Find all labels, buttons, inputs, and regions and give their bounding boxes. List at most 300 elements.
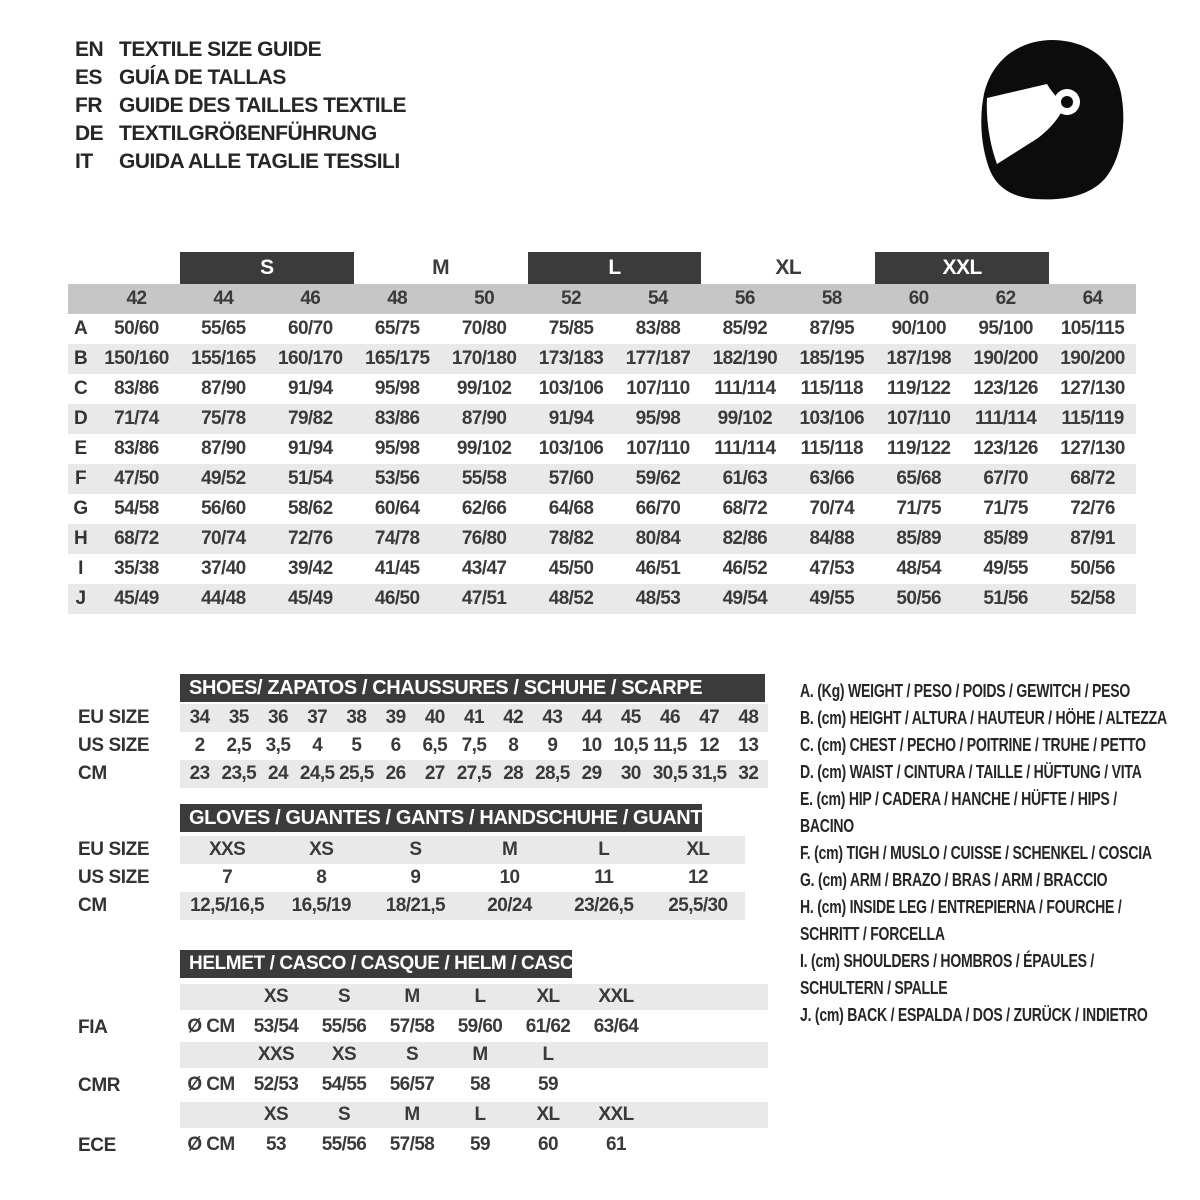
shoes-value: 36: [268, 707, 288, 728]
measure-value: 87/90: [201, 438, 246, 459]
gloves-value: L: [598, 839, 610, 860]
shoes-value: 25,5: [339, 763, 374, 784]
measure-row: [68, 554, 1136, 584]
shoes-value: 4: [312, 735, 323, 756]
helmet-cmr-values-row: [180, 1070, 768, 1100]
measure-value: 48/52: [548, 588, 594, 609]
legend-item: A. (Kg) WEIGHT / PESO / POIDS / GEWITCH / PESO: [800, 681, 1131, 701]
measure-row: [68, 374, 1136, 404]
measure-value: 63/66: [809, 468, 855, 489]
shoes-value: 24,5: [299, 763, 335, 784]
language-row: [75, 148, 406, 176]
shoes-row-label: CM: [78, 763, 107, 784]
legend-item: D. (cm) WAIST / CINTURA / TAILLE / HÜFTUNG / VITA: [800, 762, 1142, 782]
measurement-legend: [800, 678, 1173, 1029]
helmet-size-label: XXL: [598, 986, 634, 1007]
language-code: ES: [75, 66, 103, 89]
helmet-ece-sizes-row: [180, 1102, 768, 1128]
measure-value: 50/56: [896, 588, 941, 609]
shoes-value: 28,5: [535, 763, 570, 784]
measure-value: 43/47: [461, 558, 507, 579]
measure-value: 39/42: [288, 558, 333, 579]
measure-value: 46/51: [635, 558, 681, 579]
shoes-value: 28: [503, 763, 524, 784]
row-letter: D: [73, 408, 88, 429]
measure-value: 68/72: [114, 528, 159, 549]
helmet-size-label: L: [542, 1044, 554, 1065]
shoes-value: 39: [385, 707, 406, 728]
measure-value: 59/62: [635, 468, 681, 489]
helmet-size-label: S: [405, 1044, 419, 1065]
measure-row: [68, 464, 1136, 494]
measure-value: 173/183: [538, 348, 604, 369]
shoes-value: 10: [581, 735, 602, 756]
gloves-value: S: [409, 839, 422, 860]
shoes-value: 2: [194, 735, 205, 756]
size-group-label: M: [432, 256, 450, 279]
measure-value: 55/65: [201, 318, 246, 339]
measure-row: [68, 494, 1136, 524]
measure-row: [68, 314, 1136, 344]
shoes-value: 31,5: [691, 763, 727, 784]
size-number: 52: [561, 288, 581, 309]
shoes-value: 2,5: [226, 735, 252, 756]
language-code: DE: [75, 122, 104, 145]
helmet-size-label: XS: [263, 1104, 289, 1125]
gloves-value: 12,5/16,5: [190, 895, 264, 916]
measure-value: 150/160: [104, 348, 169, 369]
size-number: 54: [647, 288, 668, 309]
shoes-value: 27: [424, 763, 445, 784]
measure-value: 70/74: [201, 528, 246, 549]
shoes-us-size-row: [180, 732, 768, 760]
shoes-value: 37: [307, 707, 328, 728]
measure-value: 54/58: [114, 498, 159, 519]
measure-value: 76/80: [461, 528, 507, 549]
gloves-value: XS: [309, 839, 334, 860]
measure-value: 190/200: [973, 348, 1038, 369]
shoes-value: 30,5: [652, 763, 688, 784]
helmet-value: 61: [606, 1134, 626, 1155]
gloves-value: 20/24: [487, 895, 532, 916]
measure-value: 66/70: [635, 498, 681, 519]
measure-value: 165/175: [364, 348, 430, 369]
helmet-value: 60: [538, 1134, 558, 1155]
row-letter: I: [78, 558, 83, 579]
gloves-us-size-row: [180, 864, 745, 892]
measure-value: 87/90: [201, 378, 246, 399]
size-number-row: [68, 284, 1136, 314]
helmet-size-label: M: [404, 986, 420, 1007]
legend-item: G. (cm) ARM / BRAZO / BRAS / ARM / BRACCIO: [800, 870, 1108, 890]
shoes-value: 13: [738, 735, 759, 756]
measure-value: 52/58: [1070, 588, 1115, 609]
unit-spacer: [180, 984, 242, 1010]
measure-value: 170/180: [451, 348, 517, 369]
measure-value: 60/64: [374, 498, 420, 519]
measure-value: 87/95: [809, 318, 855, 339]
measure-value: 60/70: [288, 318, 333, 339]
size-number: 50: [474, 288, 495, 309]
measure-value: 82/86: [722, 528, 768, 549]
measure-value: 95/98: [374, 438, 420, 459]
shoes-value: 46: [660, 707, 680, 728]
language-list: [75, 36, 406, 176]
shoes-value: 44: [581, 707, 602, 728]
row-letter: A: [73, 318, 88, 339]
measure-value: 115/118: [800, 378, 863, 399]
row-letter: G: [73, 498, 88, 519]
measure-value: 83/88: [635, 318, 681, 339]
shoes-value: 27,5: [456, 763, 492, 784]
language-title: GUÍA DE TALLAS: [119, 66, 286, 89]
shoes-value: 9: [547, 735, 558, 756]
shoes-value: 7,5: [461, 735, 487, 756]
measure-value: 46/52: [722, 558, 768, 579]
gloves-value: 16,5/19: [291, 895, 351, 916]
language-title: TEXTILGRÖßENFÜHRUNG: [119, 122, 377, 145]
measure-value: 155/165: [191, 348, 256, 369]
measure-value: 87/90: [461, 408, 507, 429]
gloves-value: 25,5/30: [668, 895, 728, 916]
measure-value: 127/130: [1060, 438, 1125, 459]
shoes-value: 26: [385, 763, 406, 784]
measure-value: 85/92: [722, 318, 768, 339]
measure-value: 45/50: [548, 558, 594, 579]
helmet-value: 59/60: [457, 1016, 503, 1037]
helmet-standard-label: ECE: [78, 1135, 116, 1156]
unit-spacer: [180, 1042, 242, 1068]
shoes-value: 43: [542, 707, 563, 728]
measure-value: 75/78: [201, 408, 246, 429]
gloves-row-label: US SIZE: [78, 867, 150, 888]
measure-value: 37/40: [201, 558, 246, 579]
measure-value: 71/74: [114, 408, 159, 429]
measure-value: 56/60: [201, 498, 246, 519]
shoes-row-label: US SIZE: [78, 735, 150, 756]
measure-row: [68, 524, 1136, 554]
shoes-value: 30: [620, 763, 641, 784]
measure-value: 45/49: [114, 588, 159, 609]
measure-value: 87/91: [1070, 528, 1115, 549]
size-group-row: [68, 252, 1136, 284]
size-number: 60: [908, 288, 929, 309]
measure-value: 49/54: [722, 588, 768, 609]
gloves-value: 18/21,5: [385, 895, 445, 916]
helmet-value: 58: [470, 1074, 490, 1095]
gloves-row-label: EU SIZE: [78, 839, 150, 860]
unit-spacer: [180, 1102, 242, 1128]
measure-value: 78/82: [548, 528, 594, 549]
measure-value: 75/85: [548, 318, 594, 339]
measure-value: 64/68: [548, 498, 594, 519]
size-number: 64: [1082, 288, 1103, 309]
measure-value: 107/110: [626, 378, 690, 399]
shoes-eu-size-row: [180, 704, 768, 732]
language-row: [75, 64, 406, 92]
measure-value: 47/50: [114, 468, 159, 489]
helmet-value: 53/54: [253, 1016, 299, 1037]
measure-value: 99/102: [456, 378, 512, 399]
row-letter: E: [74, 438, 87, 459]
helmet-size-label: XXL: [598, 1104, 634, 1125]
measure-value: 65/68: [896, 468, 941, 489]
helmet-value: 61/62: [525, 1016, 571, 1037]
helmet-ece-values-row: [180, 1130, 768, 1160]
helmet-size-label: XL: [536, 1104, 560, 1125]
textile-table-body: [68, 314, 1136, 614]
shoes-value: 40: [424, 707, 445, 728]
measure-value: 35/38: [114, 558, 159, 579]
legend-item: C. (cm) CHEST / PECHO / POITRINE / TRUHE / PETTO: [800, 735, 1146, 755]
shoes-value: 32: [738, 763, 759, 784]
measure-value: 91/94: [288, 438, 333, 459]
gloves-value: 12: [687, 867, 708, 888]
shoes-value: 3,5: [265, 735, 291, 756]
helmet-value: 54/55: [321, 1074, 367, 1095]
shoes-section-title: SHOES/ ZAPATOS / CHAUSSURES / SCHUHE / SCARPE: [180, 674, 765, 702]
helmet-size-label: M: [472, 1044, 488, 1065]
measure-row: [68, 404, 1136, 434]
measure-value: 83/86: [374, 408, 420, 429]
diameter-unit-label: Ø CM: [187, 1074, 235, 1095]
measure-value: 71/75: [896, 498, 941, 519]
gloves-cm-row: [180, 892, 745, 920]
size-number: 62: [995, 288, 1016, 309]
helmet-size-label: XL: [536, 986, 560, 1007]
language-code: EN: [75, 38, 104, 61]
measure-value: 111/114: [974, 408, 1037, 429]
gloves-value: 23/26,5: [574, 895, 634, 916]
measure-value: 80/84: [635, 528, 681, 549]
shoes-value: 8: [508, 735, 519, 756]
measure-value: 48/54: [896, 558, 941, 579]
measure-value: 95/100: [978, 318, 1033, 339]
gloves-value: 10: [499, 867, 520, 888]
measure-value: 49/55: [983, 558, 1028, 579]
helmet-standard-label: FIA: [78, 1017, 108, 1038]
diameter-unit-label: Ø CM: [187, 1134, 235, 1155]
measure-value: 55/58: [461, 468, 507, 489]
shoes-cm-row: [180, 760, 768, 788]
measure-value: 70/80: [461, 318, 507, 339]
row-letter: B: [73, 348, 88, 369]
legend-item: H. (cm) INSIDE LEG / ENTREPIERNA / FOURCHE / SCHRITT / FORCELLA: [800, 897, 1122, 944]
gloves-value: M: [501, 839, 518, 860]
measure-value: 107/110: [626, 438, 690, 459]
measure-value: 115/119: [1061, 408, 1124, 429]
gloves-value: 7: [222, 867, 233, 888]
measure-value: 123/126: [973, 378, 1038, 399]
helmet-value: 57/58: [389, 1134, 435, 1155]
measure-value: 85/89: [983, 528, 1028, 549]
measure-value: 71/75: [983, 498, 1028, 519]
measure-value: 67/70: [983, 468, 1028, 489]
helmet-size-label: L: [474, 1104, 486, 1125]
measure-value: 99/102: [717, 408, 773, 429]
legend-item: F. (cm) TIGH / MUSLO / CUISSE / SCHENKEL / COSCIA: [800, 843, 1152, 863]
measure-row: [68, 584, 1136, 614]
helmet-value: 53: [266, 1134, 286, 1155]
measure-value: 99/102: [456, 438, 512, 459]
measure-value: 127/130: [1060, 378, 1125, 399]
helmet-value: 63/64: [593, 1016, 639, 1037]
measure-value: 68/72: [1070, 468, 1115, 489]
measure-value: 53/56: [374, 468, 420, 489]
measure-value: 83/86: [114, 378, 159, 399]
measure-value: 187/198: [886, 348, 951, 369]
corner-cell: [68, 284, 93, 314]
shoes-value: 41: [464, 707, 484, 728]
shoes-value: 34: [189, 707, 210, 728]
size-number: 48: [387, 288, 408, 309]
measure-value: 103/106: [799, 408, 865, 429]
measure-value: 119/122: [886, 378, 951, 399]
shoes-value: 45: [620, 707, 641, 728]
helmet-cmr-sizes-row: [180, 1042, 768, 1068]
racing-helmet-icon: [975, 34, 1135, 209]
helmet-size-label: XS: [331, 1044, 357, 1065]
gloves-value: 8: [316, 867, 327, 888]
helmet-size-label: S: [337, 1104, 351, 1125]
measure-value: 107/110: [886, 408, 951, 429]
shoes-value: 12: [699, 735, 720, 756]
measure-value: 45/49: [288, 588, 333, 609]
language-code: IT: [75, 150, 93, 173]
shoes-value: 42: [503, 707, 524, 728]
measure-value: 58/62: [288, 498, 333, 519]
measure-value: 49/55: [809, 588, 855, 609]
measure-row: [68, 344, 1136, 374]
measure-value: 50/56: [1070, 558, 1115, 579]
shoes-value: 38: [346, 707, 367, 728]
measure-value: 103/106: [538, 438, 604, 459]
size-group-label: S: [180, 252, 354, 284]
legend-item: J. (cm) BACK / ESPALDA / DOS / ZURÜCK / INDIETRO: [800, 1005, 1148, 1025]
measure-value: 74/78: [374, 528, 420, 549]
language-title: GUIDE DES TAILLES TEXTILE: [119, 94, 406, 117]
measure-value: 177/187: [625, 348, 691, 369]
helmet-size-label: M: [404, 1104, 420, 1125]
helmet-value: 52/53: [253, 1074, 299, 1095]
row-letter: H: [73, 528, 88, 549]
measure-value: 185/195: [799, 348, 865, 369]
measure-value: 160/170: [278, 348, 343, 369]
helmet-value: 59: [538, 1074, 558, 1095]
gloves-row-label: CM: [78, 895, 107, 916]
helmet-value: 56/57: [389, 1074, 435, 1095]
shoes-value: 24: [268, 763, 288, 784]
measure-value: 85/89: [896, 528, 941, 549]
language-code: FR: [75, 94, 102, 117]
measure-value: 51/56: [983, 588, 1028, 609]
size-number: 46: [300, 288, 321, 309]
size-number: 56: [734, 288, 755, 309]
measure-value: 47/53: [809, 558, 855, 579]
shoes-value: 23: [189, 763, 210, 784]
shoes-row-label: EU SIZE: [78, 707, 150, 728]
helmet-fia-sizes-row: [180, 984, 768, 1010]
measure-value: 95/98: [374, 378, 420, 399]
helmet-section-title: HELMET / CASCO / CASQUE / HELM / CASCO: [180, 950, 572, 978]
shoes-value: 35: [228, 707, 249, 728]
measure-value: 83/86: [114, 438, 159, 459]
size-number: 58: [821, 288, 842, 309]
helmet-value: 59: [470, 1134, 490, 1155]
measure-value: 46/50: [374, 588, 420, 609]
shoes-value: 10,5: [613, 735, 649, 756]
measure-value: 182/190: [712, 348, 778, 369]
gloves-value: 9: [410, 867, 421, 888]
measure-value: 123/126: [973, 438, 1038, 459]
measure-value: 72/76: [1070, 498, 1115, 519]
helmet-value: 55/56: [321, 1016, 367, 1037]
measure-value: 44/48: [201, 588, 246, 609]
measure-value: 50/60: [114, 318, 159, 339]
measure-value: 105/115: [1060, 318, 1125, 339]
helmet-standard-label: CMR: [78, 1075, 121, 1096]
language-title: TEXTILE SIZE GUIDE: [119, 38, 322, 61]
textile-size-table: [68, 252, 1136, 614]
measure-value: 51/54: [288, 468, 333, 489]
shoes-value: 48: [738, 707, 759, 728]
size-group-label: L: [528, 252, 702, 284]
measure-value: 62/66: [461, 498, 507, 519]
legend-item: E. (cm) HIP / CADERA / HANCHE / HÜFTE / HIPS / BACINO: [800, 789, 1117, 836]
shoes-value: 6: [390, 735, 401, 756]
measure-value: 91/94: [548, 408, 594, 429]
helmet-size-label: L: [474, 986, 486, 1007]
measure-value: 47/51: [461, 588, 507, 609]
measure-value: 68/72: [722, 498, 768, 519]
helmet-value: 55/56: [321, 1134, 367, 1155]
row-letter: F: [74, 468, 86, 489]
language-title: GUIDA ALLE TAGLIE TESSILI: [119, 150, 400, 173]
language-row: [75, 92, 406, 120]
racing-helmet-glyph: [975, 34, 1135, 204]
row-letter: C: [73, 378, 88, 399]
helmet-size-label: XXS: [257, 1044, 295, 1065]
measure-value: 57/60: [548, 468, 594, 489]
measure-value: 95/98: [635, 408, 681, 429]
shoes-value: 23,5: [221, 763, 257, 784]
measure-value: 48/53: [635, 588, 681, 609]
measure-value: 61/63: [722, 468, 768, 489]
shoes-value: 6,5: [422, 735, 448, 756]
shoes-value: 11,5: [653, 735, 687, 756]
legend-item: B. (cm) HEIGHT / ALTURA / HAUTEUR / HÖHE / ALTEZZA: [800, 708, 1167, 728]
size-number: 44: [213, 288, 234, 309]
diameter-unit-label: Ø CM: [187, 1016, 235, 1037]
size-group-label: XXL: [875, 252, 1049, 284]
shoes-value: 47: [699, 707, 720, 728]
gloves-value: XL: [686, 839, 710, 860]
measure-value: 72/76: [288, 528, 333, 549]
measure-value: 115/118: [800, 438, 863, 459]
measure-value: 111/114: [714, 378, 776, 399]
helmet-fia-values-row: [180, 1012, 768, 1042]
measure-row: [68, 434, 1136, 464]
measure-value: 91/94: [288, 378, 333, 399]
measure-value: 41/45: [374, 558, 420, 579]
row-letter: J: [75, 588, 86, 609]
helmet-value: 57/58: [389, 1016, 435, 1037]
helmet-size-label: XS: [263, 986, 289, 1007]
measure-value: 103/106: [538, 378, 604, 399]
shoes-value: 29: [581, 763, 602, 784]
gloves-value: 11: [594, 867, 614, 888]
measure-value: 119/122: [886, 438, 951, 459]
